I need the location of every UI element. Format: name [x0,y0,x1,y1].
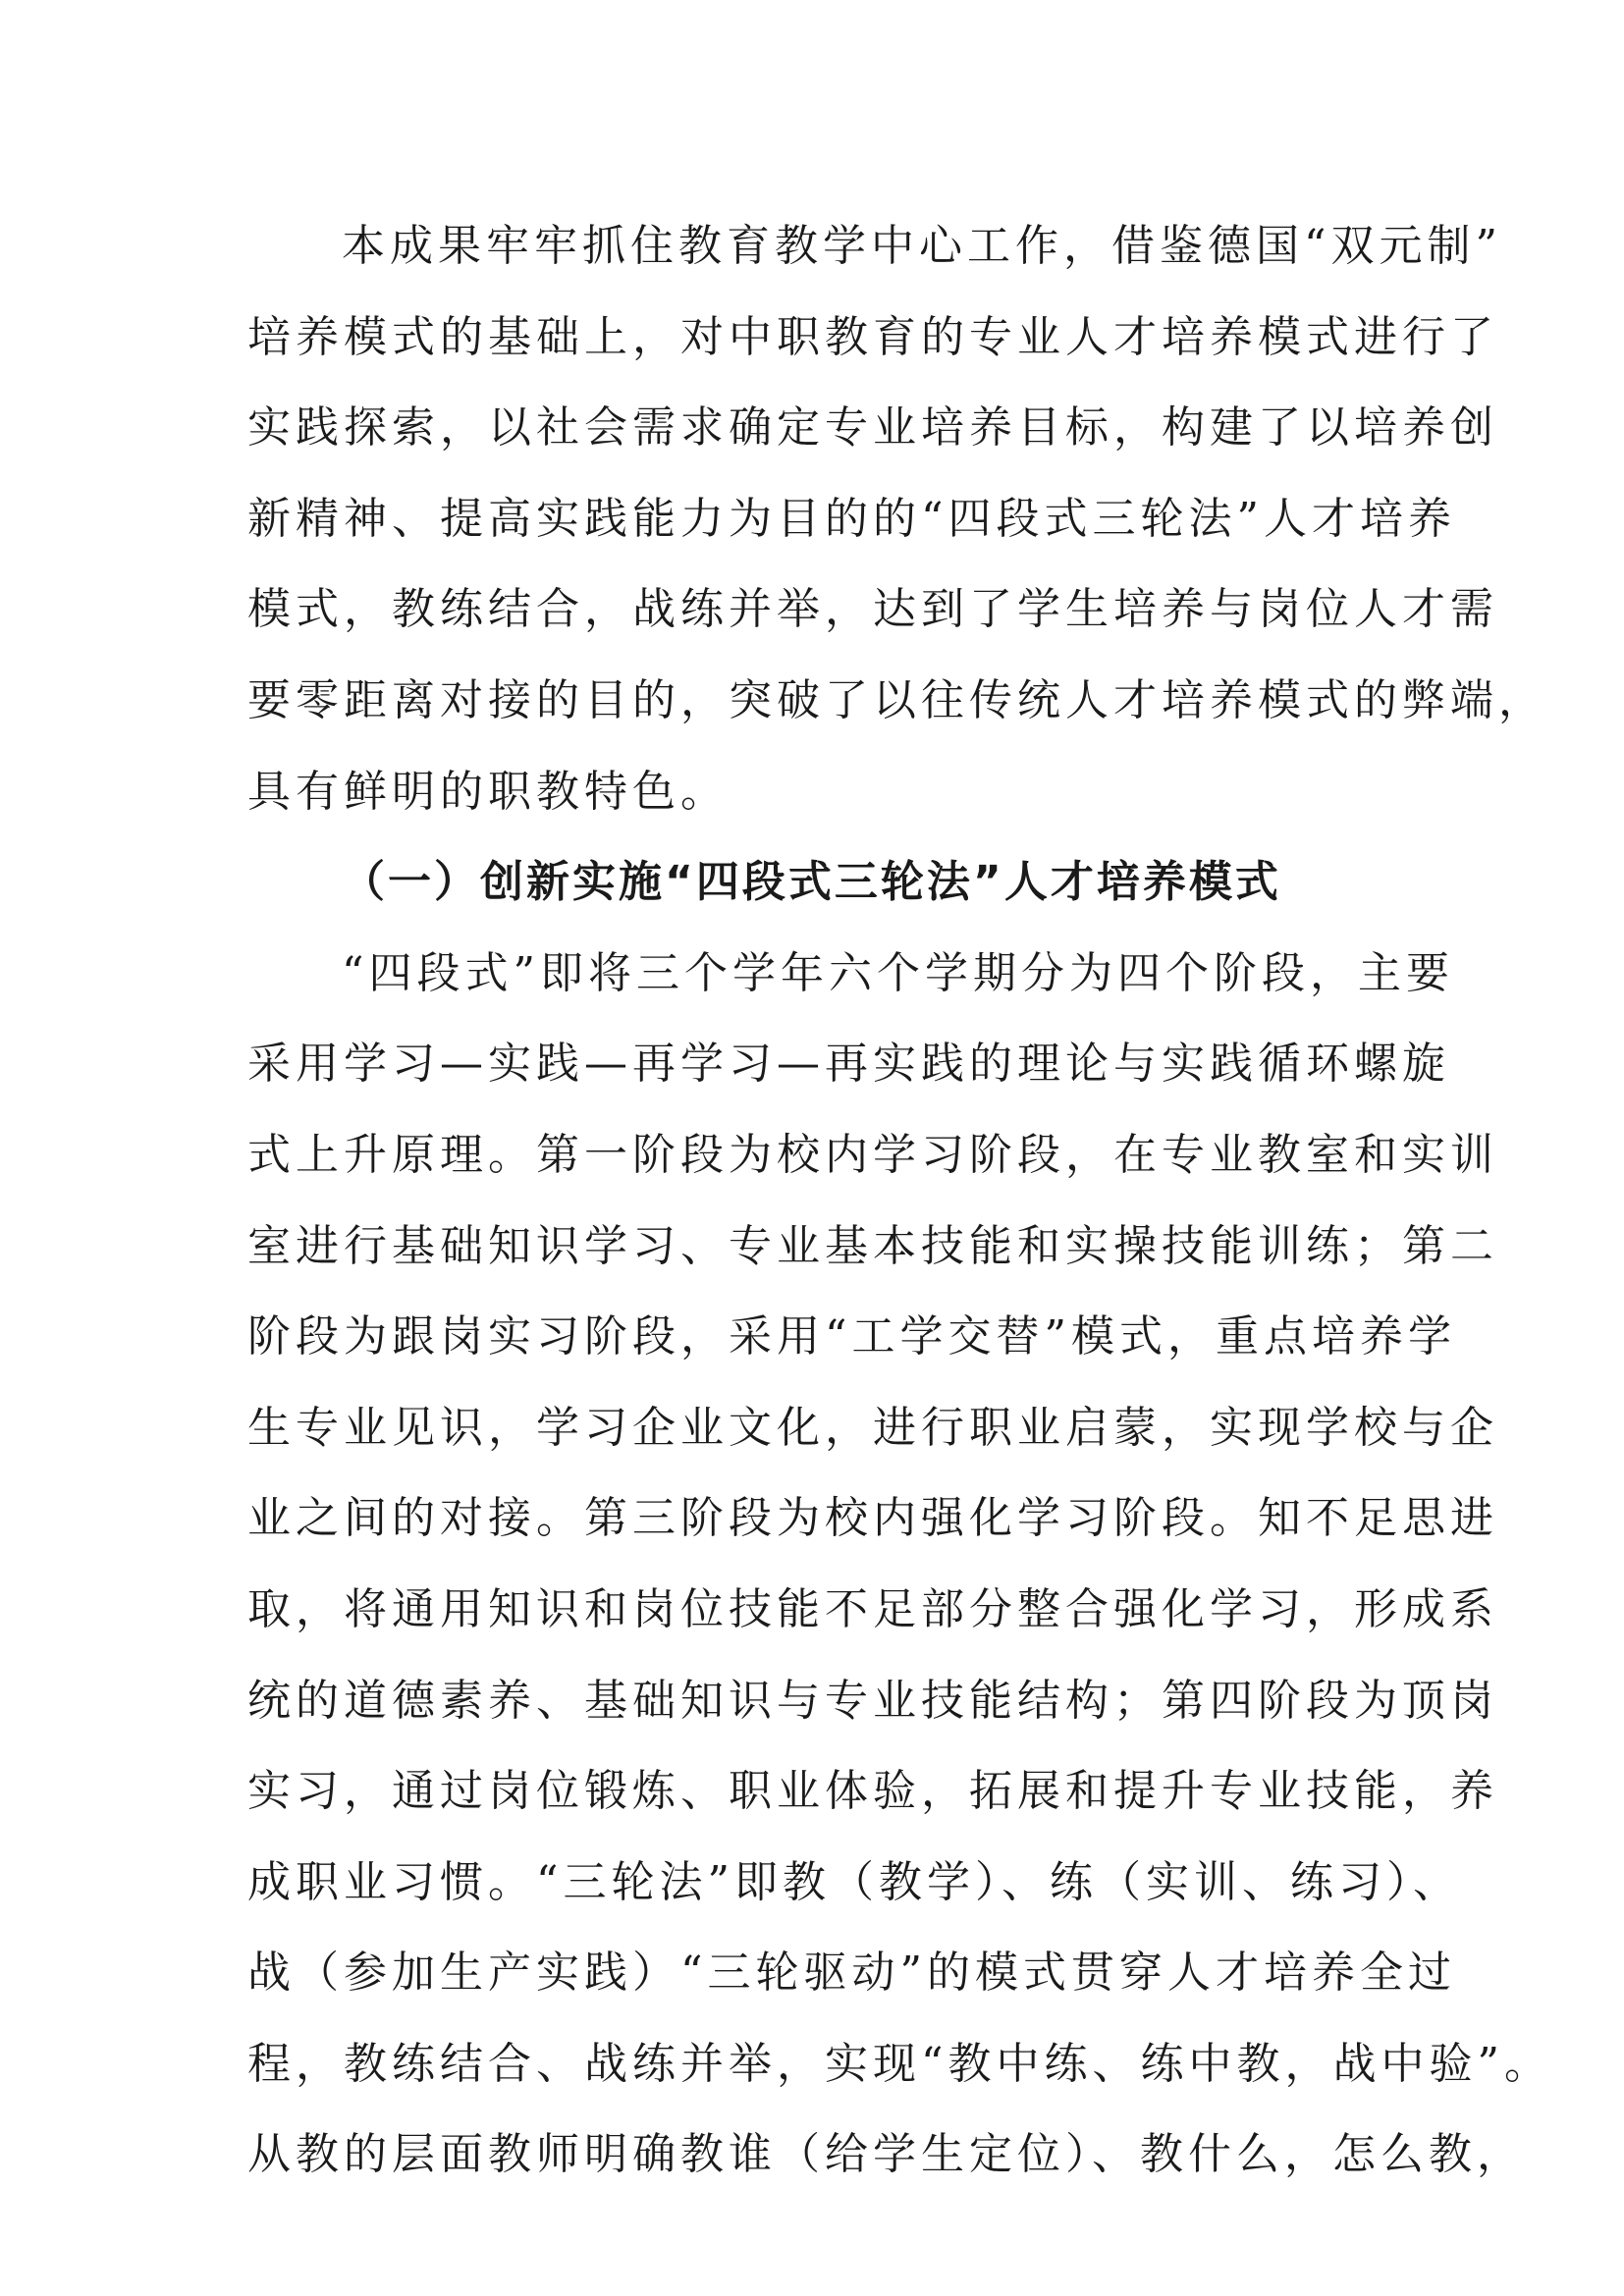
text-line: 式上升原理。第一阶段为校内学习阶段，在专业教室和实训 [247,1129,1498,1180]
document-body [247,201,1552,2201]
text-line: “四段式”即将三个学年六个学期分为四个阶段，主要 [342,947,1454,998]
text-line: 实践探索，以社会需求确定专业培养目标，构建了以培养创 [247,402,1498,454]
text-line: 培养模式的基础上，对中职教育的专业人才培养模式进行了 [247,311,1498,362]
text-line: 实习，通过岗位锻炼、职业体验，拓展和提升专业技能，养 [247,1766,1498,1817]
text-line: 室进行基础知识学习、专业基本技能和实操技能训练；第二 [247,1220,1498,1271]
text-line: 生专业见识，学习企业文化，进行职业启蒙，实现学校与企 [247,1402,1498,1453]
text-line: 战（参加生产实践）“三轮驱动”的模式贯穿人才培养全过 [247,1948,1456,1999]
text-line: 取，将通用知识和岗位技能不足部分整合强化学习，形成系 [247,1583,1498,1634]
text-line: 成职业习惯。“三轮法”即教（教学）、练（实训、练习）、 [247,1856,1461,1907]
text-line: 具有鲜明的职教特色。 [247,766,729,817]
text-line: 程，教练结合、战练并举，实现“教中练、练中教，战中验”。 [247,2038,1552,2089]
text-line: 要零距离对接的目的，突破了以往传统人才培养模式的弊端， [247,674,1546,725]
text-line: 新精神、提高实践能力为目的的“四段式三轮法”人才培养 [247,493,1456,544]
text-line: 业之间的对接。第三阶段为校内强化学习阶段。知不足思进 [247,1493,1498,1544]
text-line: 阶段为跟岗实习阶段，采用“工学交替”模式，重点培养学 [247,1311,1456,1362]
text-line: 本成果牢牢抓住教育教学中心工作，借鉴德国“双元制” [342,221,1502,271]
text-line: 统的道德素养、基础知识与专业技能结构；第四阶段为顶岗 [247,1675,1498,1726]
text-line: 采用学习—实践—再学习—再实践的理论与实践循环螺旋 [247,1039,1450,1090]
body-paragraph [247,929,1552,2201]
intro-paragraph [247,201,1546,837]
section-heading: （一）创新实施“四段式三轮法”人才培养模式 [342,857,1281,908]
text-line: 从教的层面教师明确教谁（给学生定位）、教什么，怎么教， [247,2129,1525,2180]
text-line: 模式，教练结合，战练并举，达到了学生培养与岗位人才需 [247,584,1498,635]
